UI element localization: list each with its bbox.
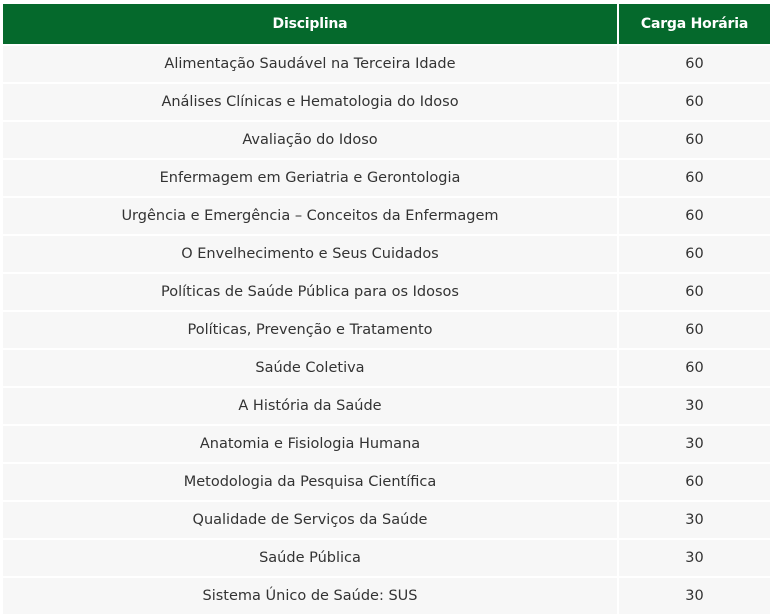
table-row	[3, 196, 770, 234]
discipline-cell: Saúde Coletiva	[3, 348, 617, 386]
hours-cell: 60	[617, 310, 770, 348]
hours-cell: 60	[617, 196, 770, 234]
discipline-cell: Saúde Pública	[3, 538, 617, 576]
table-header	[3, 4, 770, 44]
header-hours: Carga Horária	[617, 4, 770, 44]
discipline-cell: Sistema Único de Saúde: SUS	[3, 576, 617, 614]
discipline-cell: Anatomia e Fisiologia Humana	[3, 424, 617, 462]
hours-cell: 60	[617, 120, 770, 158]
header-row	[3, 4, 770, 44]
table-row	[3, 44, 770, 82]
discipline-cell: Urgência e Emergência – Conceitos da Enfermagem	[3, 196, 617, 234]
hours-cell: 30	[617, 386, 770, 424]
hours-cell: 60	[617, 82, 770, 120]
table-row	[3, 158, 770, 196]
curriculum-table	[3, 4, 770, 614]
table-row	[3, 538, 770, 576]
hours-cell: 60	[617, 272, 770, 310]
discipline-cell: Políticas de Saúde Pública para os Idosos	[3, 272, 617, 310]
table-row	[3, 386, 770, 424]
table-row	[3, 500, 770, 538]
hours-cell: 60	[617, 44, 770, 82]
table-row	[3, 82, 770, 120]
hours-cell: 30	[617, 538, 770, 576]
discipline-cell: Alimentação Saudável na Terceira Idade	[3, 44, 617, 82]
table-row	[3, 424, 770, 462]
discipline-cell: Qualidade de Serviços da Saúde	[3, 500, 617, 538]
table-row	[3, 348, 770, 386]
table-row	[3, 576, 770, 614]
hours-cell: 60	[617, 158, 770, 196]
table-body	[3, 44, 770, 614]
hours-cell: 60	[617, 462, 770, 500]
discipline-cell: A História da Saúde	[3, 386, 617, 424]
discipline-cell: Enfermagem em Geriatria e Gerontologia	[3, 158, 617, 196]
hours-cell: 30	[617, 500, 770, 538]
discipline-cell: Políticas, Prevenção e Tratamento	[3, 310, 617, 348]
hours-cell: 60	[617, 348, 770, 386]
discipline-cell: Análises Clínicas e Hematologia do Idoso	[3, 82, 617, 120]
hours-cell: 60	[617, 234, 770, 272]
hours-cell: 30	[617, 424, 770, 462]
table-row	[3, 272, 770, 310]
table-row	[3, 462, 770, 500]
hours-cell: 30	[617, 576, 770, 614]
discipline-cell: Metodologia da Pesquisa Científica	[3, 462, 617, 500]
curriculum-table-container	[3, 4, 770, 614]
discipline-cell: O Envelhecimento e Seus Cuidados	[3, 234, 617, 272]
table-row	[3, 310, 770, 348]
table-row	[3, 234, 770, 272]
header-discipline: Disciplina	[3, 4, 617, 44]
table-row	[3, 120, 770, 158]
discipline-cell: Avaliação do Idoso	[3, 120, 617, 158]
